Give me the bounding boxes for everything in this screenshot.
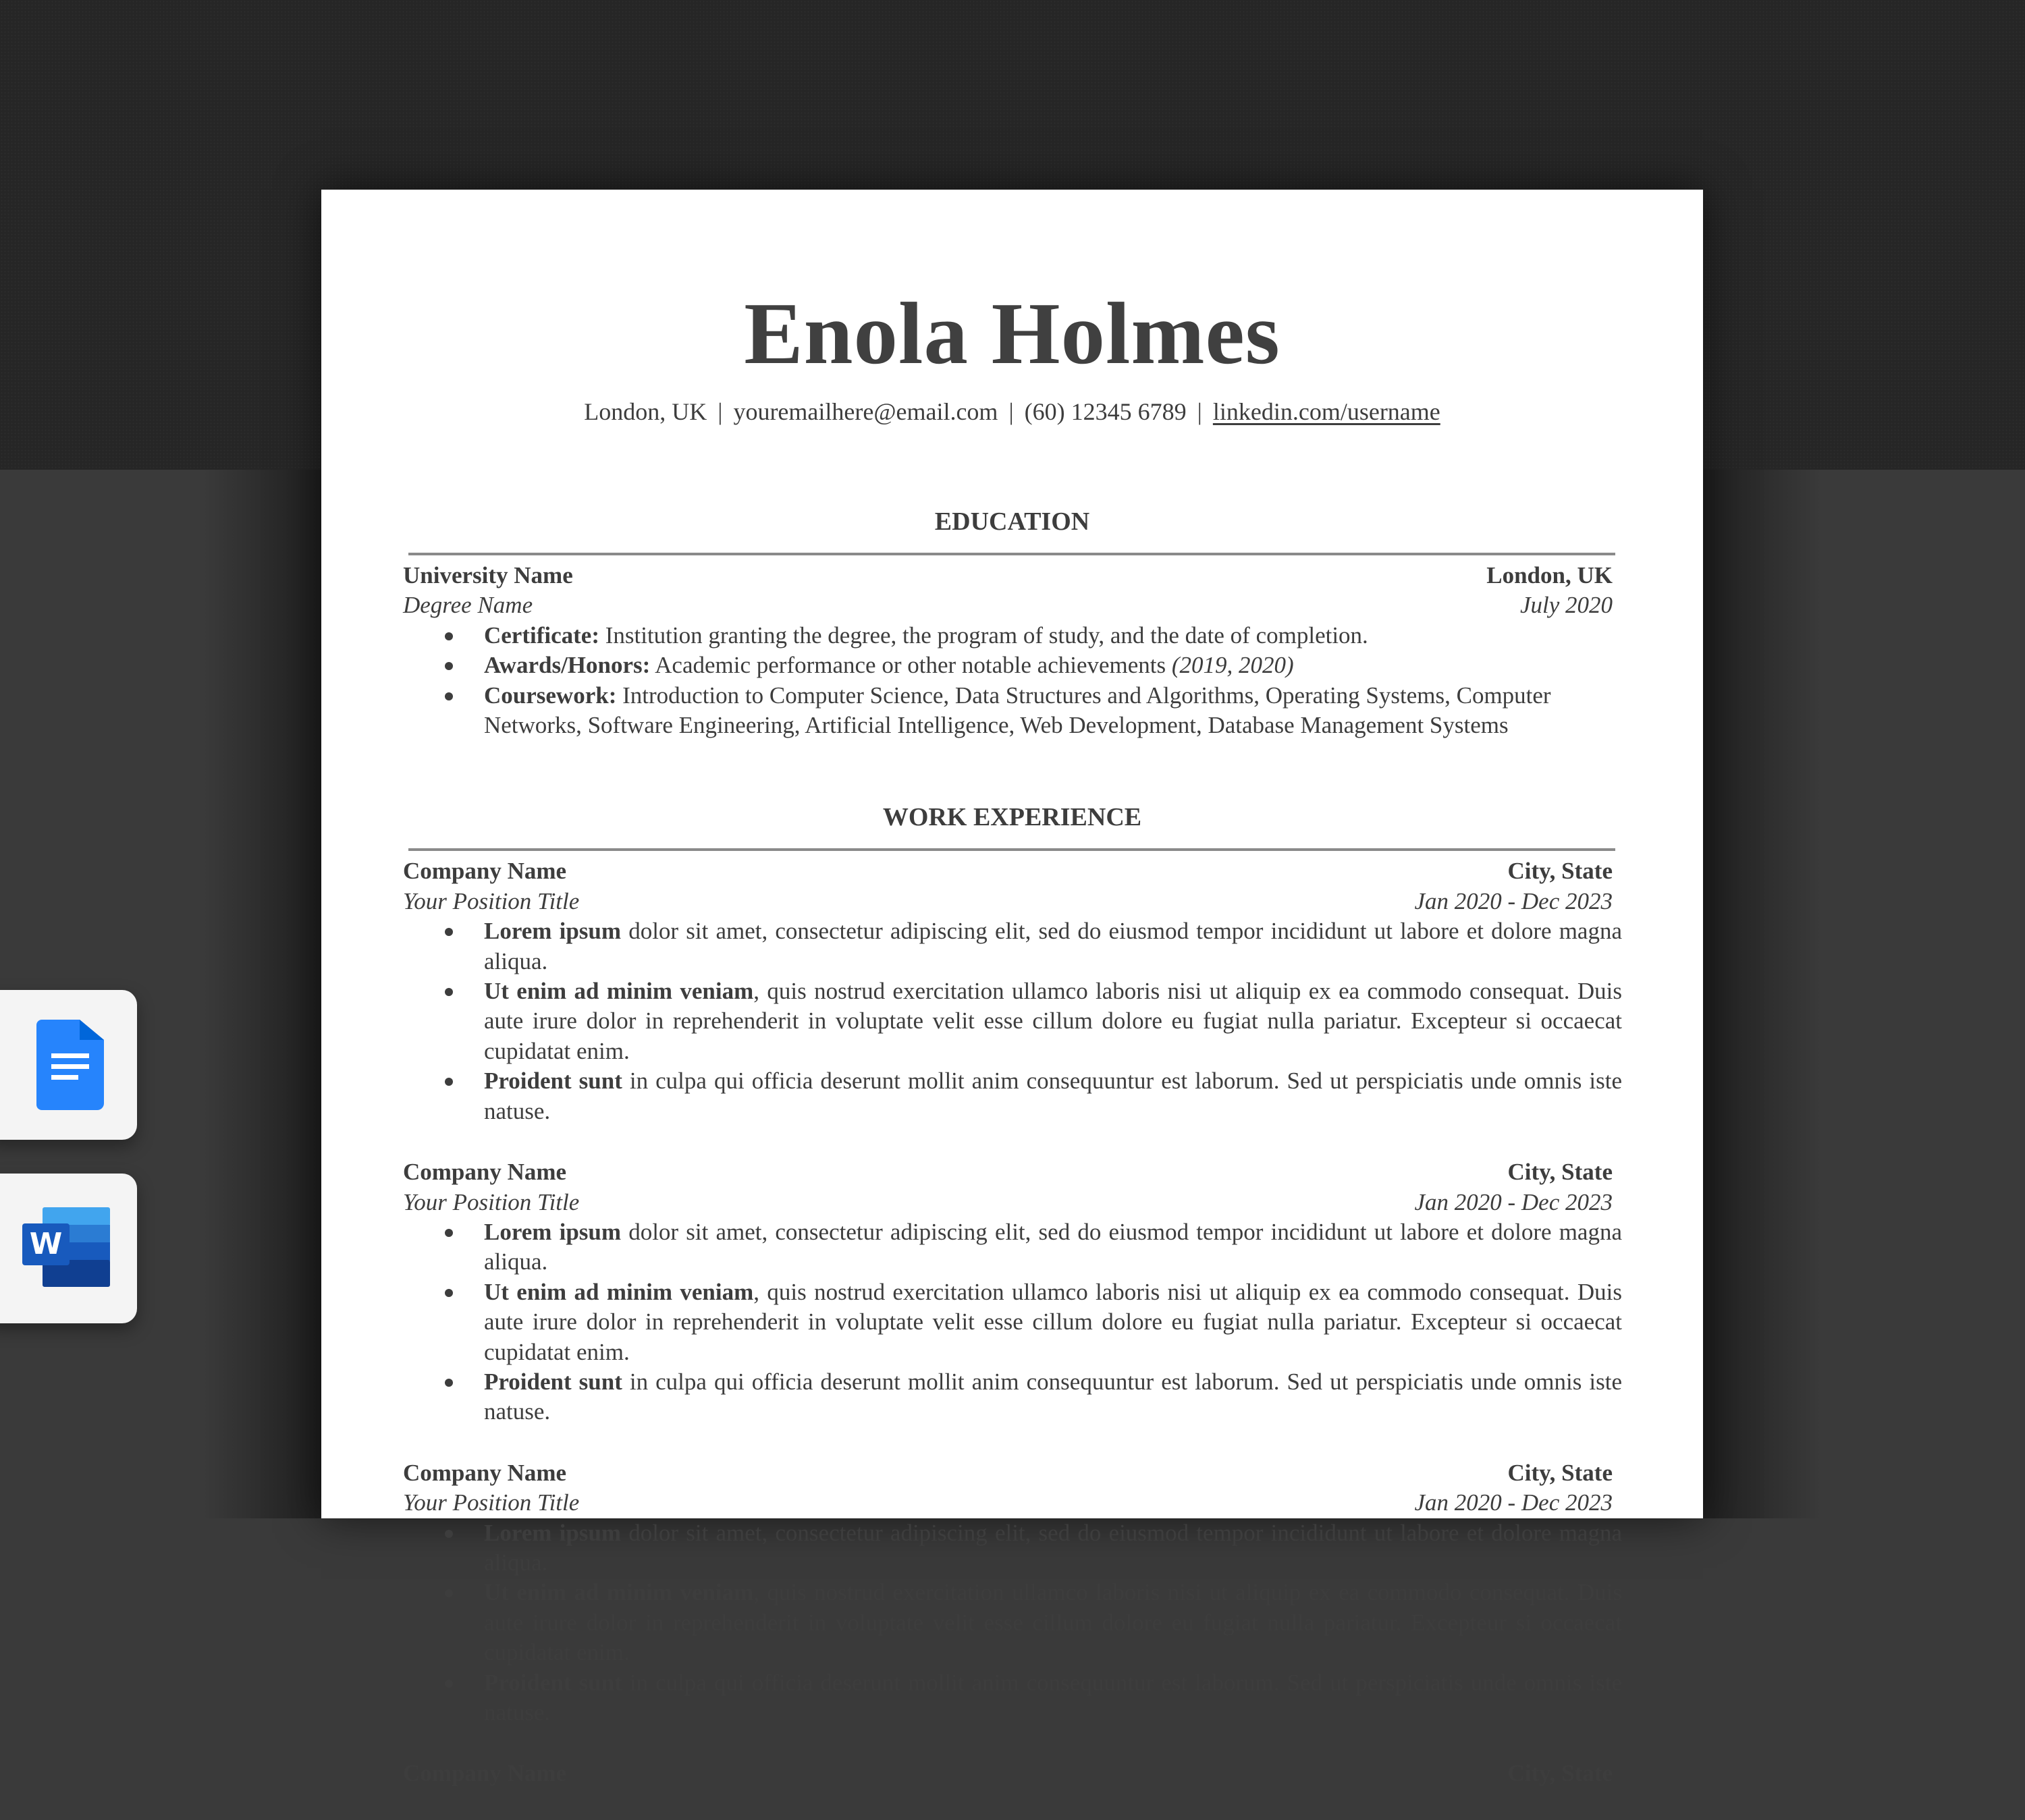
bullet-icon xyxy=(445,1589,453,1597)
bullet-label: Lorem ipsum xyxy=(484,1519,622,1546)
company-name: Company Name xyxy=(403,1760,567,1787)
job-bullet xyxy=(403,1217,1622,1277)
school-name: University Name xyxy=(403,562,573,588)
bullet-label: Ut enim ad minim veniam xyxy=(484,1278,754,1305)
bullet-label: Ut enim ad minim veniam xyxy=(484,1579,754,1606)
contact-phone: (60) 12345 6789 xyxy=(1024,398,1187,425)
position-title: Your Position Title xyxy=(403,1188,580,1215)
job-entry xyxy=(403,856,1622,1126)
company-name: Company Name xyxy=(403,858,567,885)
bullet-text: , quis nostrud exercitation ullamco laboris nisi ut aliquip ex ea commodo consequat. Duis aute irure dolor in reprehenderit in voluptate velit esse cillum dolore eu fugiat nulla pariatur. Excepteur si occaecat cupidatat enim. xyxy=(484,978,1622,1064)
bullet-text: dolor sit amet, consectetur adipiscing elit, sed do eiusmod tempor incididunt ut labore et dolore magna aliqua. xyxy=(484,1519,1622,1576)
bullet-icon xyxy=(445,988,453,996)
degree-name: Degree Name xyxy=(403,592,533,619)
word-letter: W xyxy=(29,1227,63,1261)
job-location: City, State xyxy=(1507,1159,1613,1186)
job-bullet xyxy=(403,1518,1622,1578)
bullet-icon xyxy=(445,928,453,936)
education-entry xyxy=(403,561,1622,740)
bullet-text: Institution granting the degree, the program of study, and the date of completion. xyxy=(599,622,1368,649)
bullet-label: Proident sunt xyxy=(484,1669,622,1696)
work-experience-heading: WORK EXPERIENCE xyxy=(882,803,1142,832)
education-heading: EDUCATION xyxy=(934,507,1090,536)
position-title: Your Position Title xyxy=(403,887,580,914)
bullet-icon xyxy=(445,692,453,700)
resume-name: Enola Holmes xyxy=(744,285,1280,383)
bullet-text: Introduction to Computer Science, Data Structures and Algorithms, Operating Systems, Computer Networks, Software Engineering, Artificial Intelligence, Web Development, Database Management Systems xyxy=(484,682,1551,739)
job-bullet xyxy=(403,1668,1622,1728)
bullet-icon xyxy=(445,1229,453,1237)
section-divider xyxy=(408,553,1615,555)
resume-content xyxy=(403,507,1622,1820)
job-entry xyxy=(403,1458,1622,1728)
job-location: City, State xyxy=(1507,1760,1613,1787)
bullet-label: Awards/Honors: xyxy=(484,652,651,679)
google-docs-badge[interactable] xyxy=(0,990,137,1140)
contact-location: London, UK xyxy=(584,398,707,425)
bullet-icon xyxy=(445,1680,453,1688)
job-dates: Jan 2020 - Dec 2023 xyxy=(1414,1489,1613,1516)
bullet-icon xyxy=(445,1530,453,1538)
graduation-date: July 2020 xyxy=(1519,592,1613,619)
bullet-text: dolor sit amet, consectetur adipiscing elit, sed do eiusmod tempor incididunt ut labore et dolore magna aliqua. xyxy=(484,1218,1622,1275)
education-bullet xyxy=(403,621,1622,651)
job-bullet xyxy=(403,1578,1622,1667)
job-dates: Jan 2020 - Dec 2023 xyxy=(1414,887,1613,914)
job-entry xyxy=(403,1157,1622,1427)
bullet-label: Coursework: xyxy=(484,682,617,709)
bullet-label: Proident sunt xyxy=(484,1068,622,1095)
bullet-label: Lorem ipsum xyxy=(484,918,622,945)
separator: | xyxy=(1197,398,1202,425)
separator: | xyxy=(718,398,723,425)
job-dates: Jan 2020 - Dec 2023 xyxy=(1414,1188,1613,1215)
bullet-label: Lorem ipsum xyxy=(484,1218,622,1245)
bullet-label: Certificate: xyxy=(484,622,599,649)
bullet-text: in culpa qui officia deserunt mollit anim consequuntur est laborum. Sed ut perspiciatis unde omnis iste natuse. xyxy=(484,1669,1622,1726)
bullet-icon xyxy=(445,632,453,640)
company-name: Company Name xyxy=(403,1159,567,1186)
bullet-text: Academic performance or other notable achievements xyxy=(650,652,1172,679)
bullet-text: in culpa qui officia deserunt mollit anim consequuntur est laborum. Sed ut perspiciatis unde omnis iste natuse. xyxy=(484,1068,1622,1124)
education-bullet xyxy=(403,681,1622,741)
bullet-text: , quis nostrud exercitation ullamco laboris nisi ut aliquip ex ea commodo consequat. Duis aute irure dolor in reprehenderit in voluptate velit esse cillum dolore eu fugiat nulla pariatur. Excepteur si occaecat cupidatat enim. xyxy=(484,1278,1622,1365)
microsoft-word-icon xyxy=(22,1207,110,1287)
page-shadow-right xyxy=(1703,470,1822,1518)
separator: | xyxy=(1008,398,1014,425)
education-bullet xyxy=(403,651,1622,680)
bullet-icon xyxy=(445,1078,453,1086)
job-bullet xyxy=(403,976,1622,1066)
bullet-text: in culpa qui officia deserunt mollit anim consequuntur est laborum. Sed ut perspiciatis unde omnis iste natuse. xyxy=(484,1368,1622,1425)
job-bullet xyxy=(403,916,1622,976)
bullet-icon xyxy=(445,1379,453,1387)
bullet-icon xyxy=(445,662,453,670)
section-divider xyxy=(408,848,1615,851)
page-shadow-left xyxy=(202,470,321,1518)
bullet-label: Ut enim ad minim veniam xyxy=(484,978,754,1005)
bullet-icon xyxy=(445,1289,453,1297)
job-entry xyxy=(403,1759,1622,1788)
linkedin-link[interactable]: linkedin.com/username xyxy=(1212,398,1440,425)
school-location: London, UK xyxy=(1486,562,1613,588)
bullet-note: (2019, 2020) xyxy=(1171,652,1294,679)
microsoft-word-badge[interactable] xyxy=(0,1174,137,1323)
job-location: City, State xyxy=(1507,858,1613,885)
company-name: Company Name xyxy=(403,1459,567,1486)
job-bullet xyxy=(403,1066,1622,1126)
contact-email[interactable]: youremailhere@email.com xyxy=(733,398,998,425)
google-docs-icon xyxy=(36,1020,104,1110)
job-bullet xyxy=(403,1367,1622,1427)
bullet-label: Proident sunt xyxy=(484,1368,622,1395)
job-location: City, State xyxy=(1507,1459,1613,1486)
contact-line xyxy=(321,397,1703,426)
position-title: Your Position Title xyxy=(403,1489,580,1516)
bullet-text: , quis nostrud exercitation ullamco laboris nisi ut aliquip ex ea commodo consequat. Duis aute irure dolor in reprehenderit in voluptate velit esse cillum dolore eu fugiat nulla pariatur. Excepteur si occaecat cupidatat enim. xyxy=(484,1579,1622,1666)
job-bullet xyxy=(403,1277,1622,1367)
bullet-text: dolor sit amet, consectetur adipiscing elit, sed do eiusmod tempor incididunt ut labore et dolore magna aliqua. xyxy=(484,918,1622,974)
